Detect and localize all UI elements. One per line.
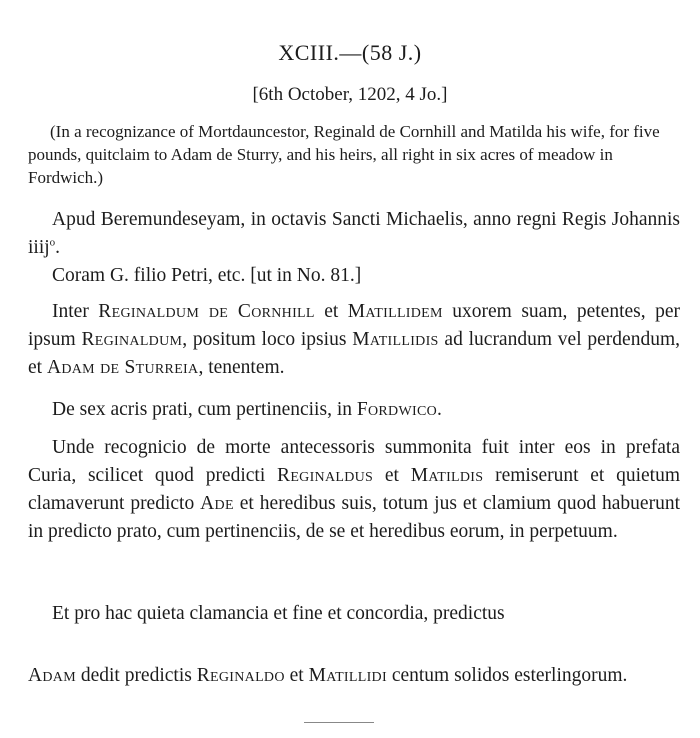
english-summary: (In a recognizance of Mortdauncestor, Reginald de Cornhill and Matilda his wife, for five pounds, quitclaim to Adam de Sturry, and his heirs, all right in six acres of meadow in Fordwich.) (28, 122, 660, 187)
charter-date: [6th October, 1202, 4 Jo.] (252, 84, 448, 105)
party-name: Adam (28, 665, 76, 686)
party-name: Ade (200, 493, 234, 514)
paragraph-consideration-start: Et pro hac quieta clamancia et fine et concordia, predictus (52, 603, 505, 624)
paragraph-place-date: Apud Beremundeseyam, in octavis Sancti Michaelis, anno regni Regis Johannis iiij$^o$. (28, 209, 680, 258)
charter-number-heading: XCIII.—(58 J.) (278, 40, 422, 65)
party-name: Matildis (410, 465, 484, 486)
place-name: Fordwico (356, 399, 437, 420)
paragraph-parties: Inter Reginaldum de Cornhill et Matillidem uxorem suam, petentes, per ipsum Reginaldum, positum loco ipsius Matillidis ad lucrandum vel perdendum, et Adam de Sturreia, tenentem. (28, 301, 680, 378)
paragraph-consideration-end: Adam dedit predictis Reginaldo et Matillidi centum solidos esterlingorum. (28, 665, 628, 686)
paragraph-property: De sex acris prati, cum pertinenciis, in Fordwico. (52, 399, 442, 420)
section-divider (304, 722, 374, 723)
party-name: Matillidi (308, 665, 387, 686)
party-name: Adam de Sturreia (46, 357, 199, 378)
paragraph-justices: Coram G. filio Petri, etc. [ut in No. 81.] (52, 265, 362, 286)
party-name: Reginaldo (196, 665, 285, 686)
party-name: Reginaldum de Cornhill (98, 301, 315, 322)
party-name: Reginaldus (277, 465, 374, 486)
paragraph-recognizance: Unde recognicio de morte antecessoris summonita fuit inter eos in prefata Curia, scilicet quod predicti Reginaldus et Matildis remiserunt et quietum clamaverunt predicto Ade et heredibus suis, totum jus et clamium quod habuerunt in predicto prato, cum pertinenciis, de se et heredibus eorum, in perpetuum. (28, 437, 681, 542)
party-name: Reginaldum (81, 329, 183, 350)
party-name: Matillidis (352, 329, 439, 350)
party-name: Matillidem (347, 301, 443, 322)
